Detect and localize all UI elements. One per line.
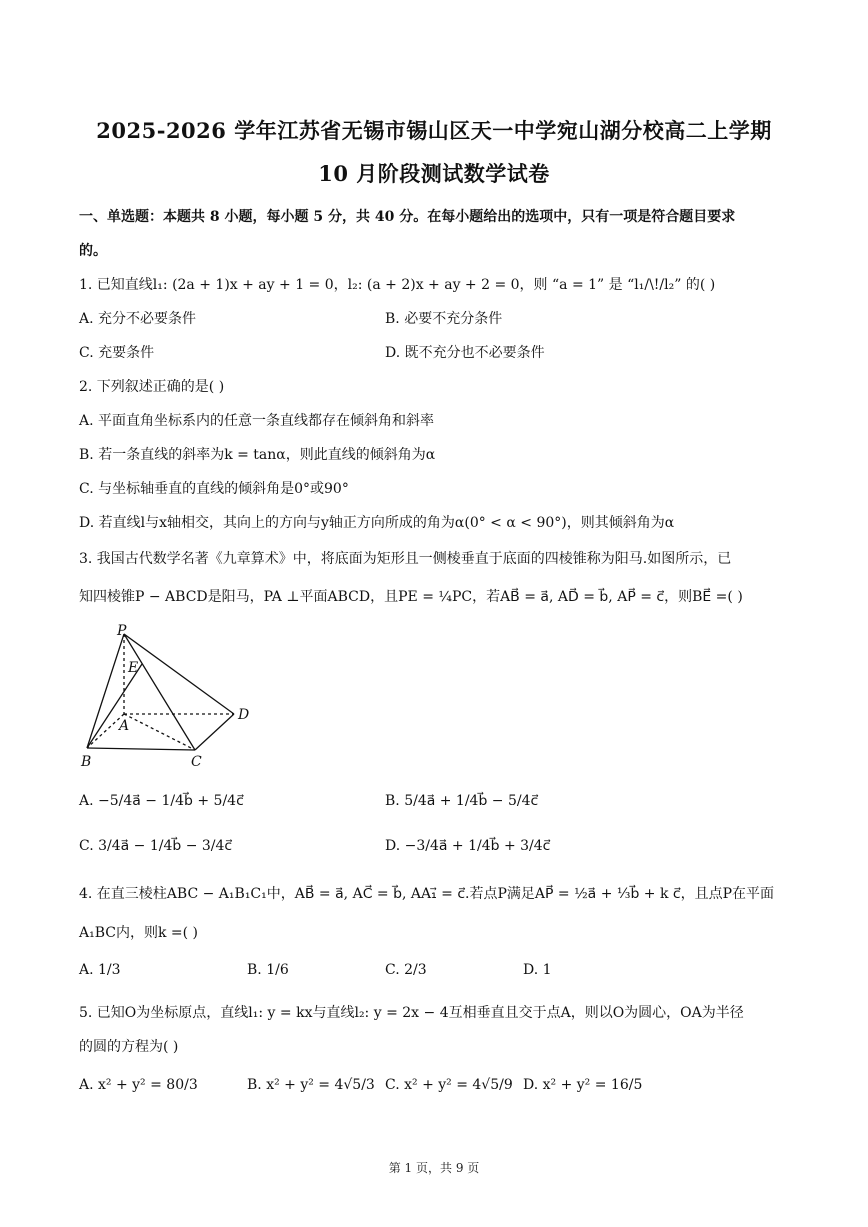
- q3-option-b: B. 5/4a⃗ + 1/4b⃗ − 5/4c⃗: [385, 793, 539, 809]
- question-1-stem: 1. 已知直线l₁: (2a + 1)x + ay + 1 = 0，l₂: (a + 2)x + ay + 2 = 0，则 “a = 1” 是 “l₁/\!/l₂” 的( ): [79, 277, 716, 293]
- q1-option-a: A. 充分不必要条件: [79, 311, 197, 327]
- question-5-stem-line2: 的圆的方程为( ): [79, 1039, 179, 1055]
- label-a: A: [119, 718, 130, 734]
- q2-option-d: D. 若直线l与x轴相交，其向上的方向与y轴正方向所成的角为α(0° < α < 90°)，则其倾斜角为α: [79, 515, 675, 531]
- question-4-stem-line2: A₁BC内，则k =( ): [79, 925, 199, 941]
- q5-option-a: A. x² + y² = 80/3: [79, 1077, 198, 1093]
- q3-option-d: D. −3/4a⃗ + 1/4b⃗ + 3/4c⃗: [385, 838, 551, 854]
- edge-cd: [195, 714, 234, 750]
- question-5-stem-line1: 5. 已知O为坐标原点，直线l₁: y = kx与直线l₂: y = 2x − 4互相垂直且交于点A，则以O为圆心，OA为半径: [79, 1005, 744, 1021]
- label-d: D: [238, 707, 250, 723]
- q3-option-c: C. 3/4a⃗ − 1/4b⃗ − 3/4c⃗: [79, 838, 233, 854]
- q4-option-c: C. 2/3: [385, 962, 427, 978]
- page-footer: 第 1 页，共 9 页: [388, 1161, 480, 1175]
- pyramid-figure: [79, 622, 269, 772]
- segment-be: [87, 664, 142, 748]
- q4-option-d: D. 1: [523, 962, 552, 978]
- question-4-stem-line1: 4. 在直三棱柱ABC − A₁B₁C₁中，AB⃗ = a⃗, AC⃗ = b⃗, AA₁⃗ = c⃗.若点P满足AP⃗ = ½a⃗ + ⅓b⃗ + k c⃗，且点P在平面: [79, 886, 775, 902]
- label-e: E: [128, 660, 139, 676]
- section-heading-cont: 的。: [79, 243, 107, 259]
- q1-option-c: C. 充要条件: [79, 345, 155, 361]
- edge-pd: [124, 634, 234, 714]
- label-b: B: [81, 754, 92, 770]
- q5-option-d: D. x² + y² = 16/5: [523, 1077, 643, 1093]
- q1-option-b: B. 必要不充分条件: [385, 311, 503, 327]
- q2-option-b: B. 若一条直线的斜率为k = tanα，则此直线的倾斜角为α: [79, 447, 436, 463]
- q5-option-c: C. x² + y² = 4√5/9: [385, 1077, 513, 1093]
- edge-bc: [87, 748, 195, 750]
- question-2-stem: 2. 下列叙述正确的是( ): [79, 379, 225, 395]
- label-c: C: [191, 754, 202, 770]
- edge-pc: [124, 634, 195, 750]
- q4-option-a: A. 1/3: [79, 962, 121, 978]
- q2-option-a: A. 平面直角坐标系内的任意一条直线都存在倾斜角和斜率: [79, 413, 435, 429]
- question-3-stem-line2: 知四棱锥P − ABCD是阳马，PA ⊥平面ABCD，且PE = ¼PC，若AB⃗ = a⃗, AD⃗ = b⃗, AP⃗ = c⃗，则BE⃗ =( ): [79, 589, 743, 605]
- exam-title-line1: 2025-2026 学年江苏省无锡市锡山区天一中学宛山湖分校高二上学期: [96, 118, 772, 143]
- question-3-stem-line1: 3. 我国古代数学名著《九章算术》中，将底面为矩形且一侧棱垂直于底面的四棱锥称为阳马.如图所示，已: [79, 551, 732, 567]
- q5-option-b: B. x² + y² = 4√5/3: [247, 1077, 375, 1093]
- q3-option-a: A. −5/4a⃗ − 1/4b⃗ + 5/4c⃗: [79, 793, 244, 809]
- q2-option-c: C. 与坐标轴垂直的直线的倾斜角是0°或90°: [79, 481, 349, 497]
- section-heading: 一、单选题：本题共 8 小题，每小题 5 分，共 40 分。在每小题给出的选项中，只有一项是符合题目要求: [79, 209, 736, 225]
- q1-option-d: D. 既不充分也不必要条件: [385, 345, 545, 361]
- label-p: P: [117, 623, 127, 639]
- exam-title-line2: 10 月阶段测试数学试卷: [318, 161, 550, 186]
- q4-option-b: B. 1/6: [247, 962, 289, 978]
